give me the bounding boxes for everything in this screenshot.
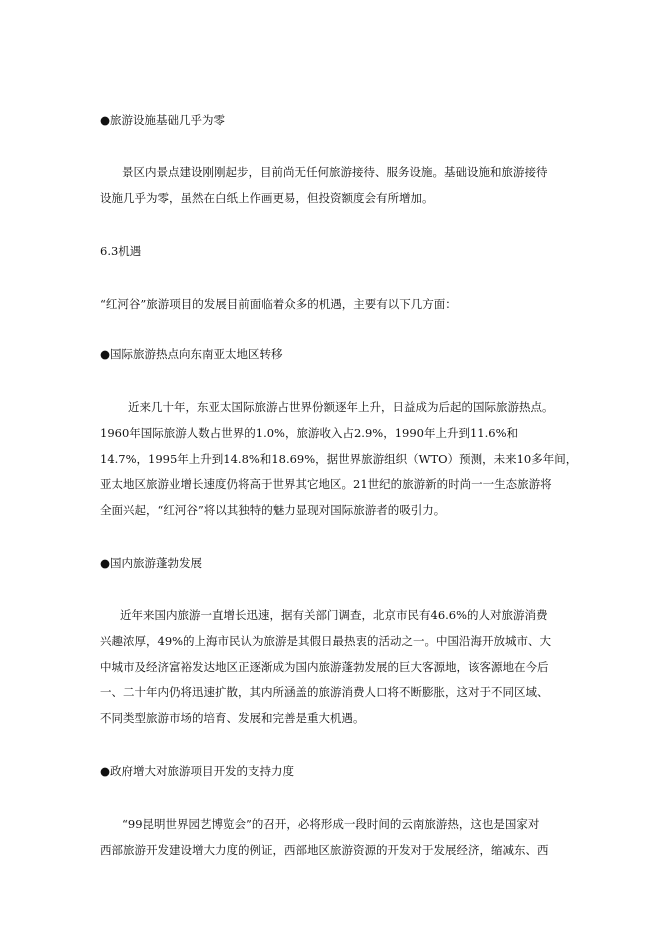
- heading-domestic-tourism: ●国内旅游蓬勃发展: [100, 556, 203, 570]
- heading-tourism-facilities: ●旅游设施基础几乎为零: [100, 113, 226, 127]
- paragraph-line: 设施几乎为零，虽然在白纸上作画更易，但投资额度会有所增加。: [100, 191, 434, 205]
- paragraph-line: 不同类型旅游市场的培育、发展和完善是重大机遇。: [100, 711, 365, 725]
- paragraph-line: 中城市及经济富裕发达地区正逐渐成为国内旅游蓬勃发展的巨大客源地，该客源地在今后: [100, 660, 549, 674]
- paragraph-line: “99昆明世界园艺博览会”的召开，必将形成一段时间的云南旅游热，这也是国家对: [122, 817, 540, 831]
- heading-government-support: ●政府增大对旅游项目开发的支持力度: [100, 764, 295, 778]
- paragraph-line: 西部旅游开发建设增大力度的例证，西部地区旅游资源的开发对于发展经济，缩减东、西: [100, 843, 549, 857]
- paragraph-line: 1960年国际旅游人数占世界的1.0%，旅游收入占2.9%，1990年上升到11.6%和: [100, 426, 518, 440]
- paragraph-line: 一、二十年内仍将迅速扩散，其内所涵盖的旅游消费人口将不断膨胀，这对于不同区域、: [100, 685, 549, 699]
- paragraph-line: 亚太地区旅游业增长速度仍将高于世界其它地区。21世纪的旅游新的时尚一一生态旅游将: [100, 477, 552, 491]
- paragraph-line: 景区内景点建设刚刚起步，目前尚无任何旅游接待、服务设施。基础设施和旅游接待: [122, 165, 548, 179]
- paragraph-line: 兴趣浓厚，49%的上海市民认为旅游是其假日最热衷的活动之一。中国沿海开放城市、大: [100, 634, 552, 648]
- paragraph-line: 14.7%，1995年上升到14.8%和18.69%，据世界旅游组织（WTO）预测，未来10多年间，: [100, 452, 578, 466]
- paragraph-line: 近年来国内旅游一直增长迅速，据有关部门调查，北京市民有46.6%的人对旅游消费: [120, 608, 548, 622]
- paragraph-line: “红河谷”旅游项目的发展目前面临着众多的机遇，主要有以下几方面：: [100, 297, 457, 311]
- section-title-opportunities: 6.3机遇: [100, 244, 142, 258]
- paragraph-line: 全面兴起，“红河谷”将以其独特的魅力显现对国际旅游者的吸引力。: [100, 503, 446, 517]
- paragraph-line: 近来几十年，东亚太国际旅游占世界份额逐年上升，日益成为后起的国际旅游热点。: [128, 400, 554, 414]
- heading-international-tourism: ●国际旅游热点向东南亚太地区转移: [100, 347, 283, 361]
